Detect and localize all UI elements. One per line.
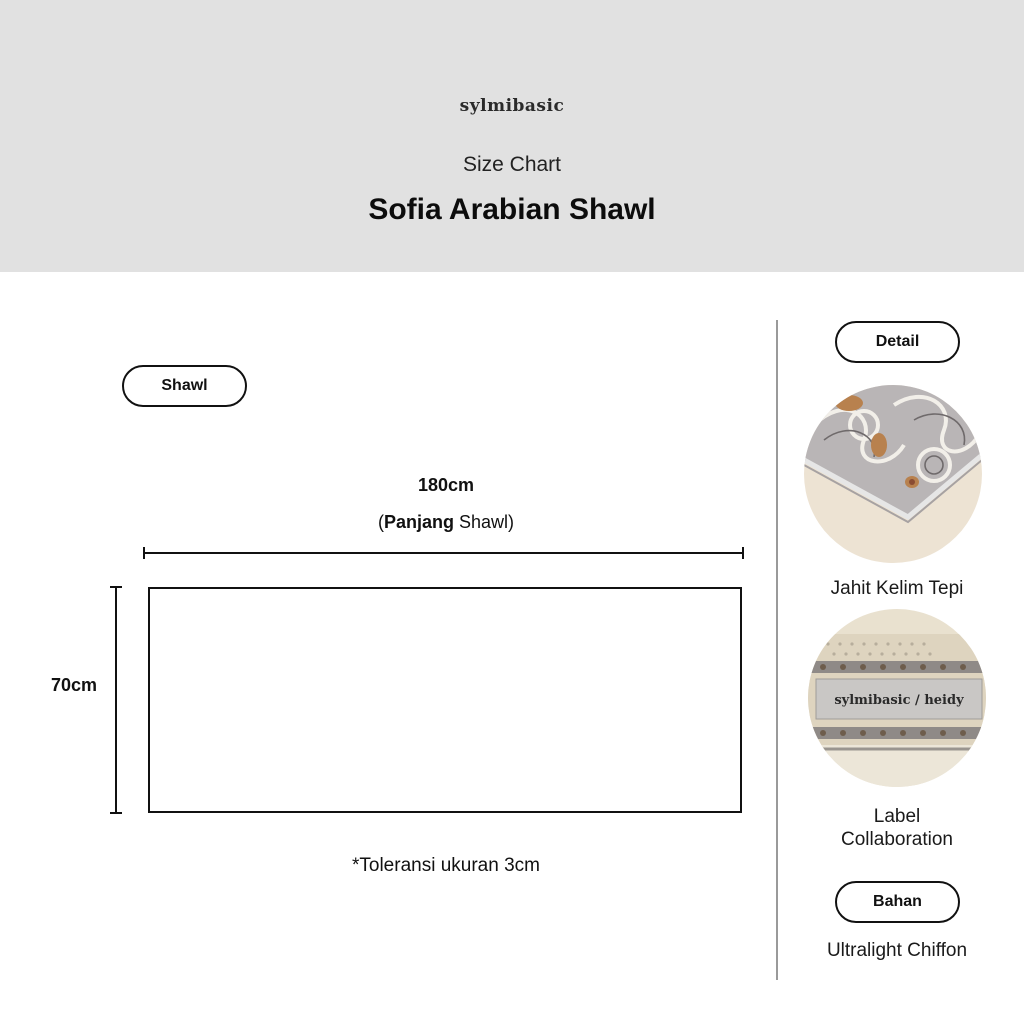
- detail-caption-label-line2: Collaboration: [841, 829, 953, 850]
- width-value: 70cm: [50, 675, 98, 695]
- header-banner: [0, 0, 1024, 272]
- length-value: 180cm: [417, 475, 475, 495]
- length-desc-rest: Shawl): [453, 512, 515, 532]
- woven-label-text: sylmibasic / heidy: [834, 693, 964, 708]
- page-title: Sofia Arabian Shawl: [368, 193, 656, 226]
- width-dimension-line: [115, 587, 117, 814]
- collaboration-label-photo: [808, 609, 986, 787]
- tolerance-note: *Toleransi ukuran 3cm: [352, 855, 540, 876]
- material-value: Ultralight Chiffon: [826, 940, 968, 961]
- width-dimension-cap-bottom: [110, 812, 122, 814]
- hem-stitch-photo: [804, 385, 982, 563]
- detail-badge: Detail: [835, 321, 960, 363]
- section-divider: [776, 320, 778, 980]
- brand-logo: sylmibasic: [459, 96, 565, 116]
- length-desc-bold: Panjang: [383, 512, 454, 532]
- detail-caption-label-line1: Label: [873, 806, 921, 827]
- detail-caption-label: [796, 805, 998, 851]
- length-dimension-line: [144, 552, 744, 554]
- shawl-outline: [148, 587, 742, 813]
- detail-caption-hem: Jahit Kelim Tepi: [830, 578, 964, 599]
- length-dimension-cap-left: [143, 547, 145, 559]
- material-badge: Bahan: [835, 881, 960, 923]
- length-desc-open: (: [377, 512, 384, 532]
- length-description: [146, 512, 746, 533]
- width-dimension-cap-top: [110, 586, 122, 588]
- length-dimension-cap-right: [742, 547, 744, 559]
- page-subtitle: Size Chart: [462, 153, 562, 176]
- product-type-badge: Shawl: [122, 365, 247, 407]
